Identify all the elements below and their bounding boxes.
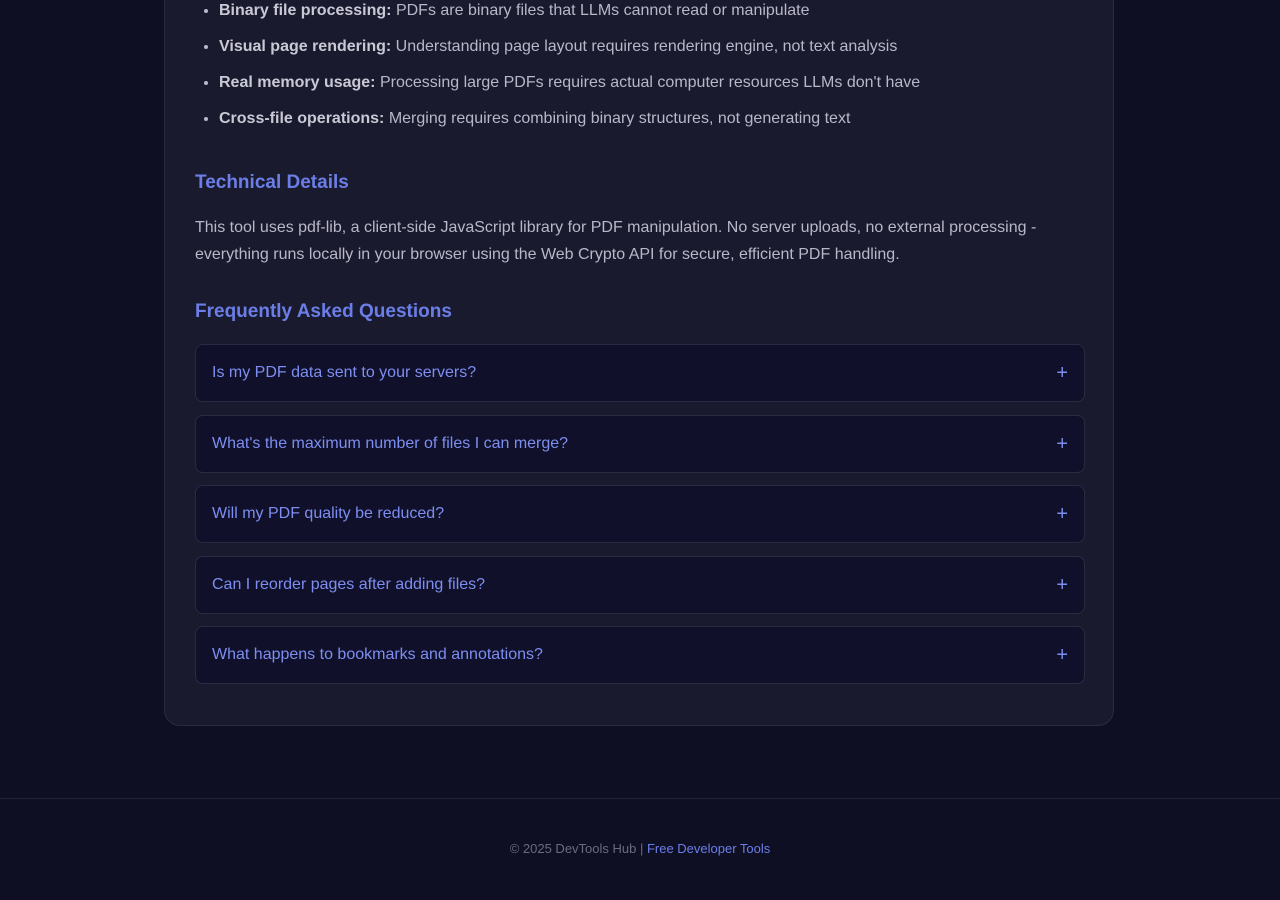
footer-divider [0, 798, 1280, 799]
faq-question: What's the maximum number of files I can merge? [212, 434, 569, 452]
list-item-text: Processing large PDFs requires actual computer resources LLMs don't have [379, 74, 921, 91]
list-item [219, 1, 1083, 21]
technical-details-text: This tool uses pdf-lib, a client-side JavaScript library for PDF manipulation. No server uploads, no external processing - everything runs locally in your browser using the Web Crypto API for secure, efficient PDF handling. [195, 219, 1037, 263]
footer-link[interactable]: Free Developer Tools [646, 841, 771, 856]
list-item [219, 37, 1083, 57]
faq-item-quality[interactable] [195, 485, 1085, 543]
list-item-text: Merging requires combining binary structures, not generating text [388, 110, 851, 127]
footer [0, 841, 1280, 856]
list-item-title: Visual page rendering: [219, 38, 392, 55]
faq-list [195, 344, 1085, 697]
plus-icon: + [1056, 644, 1068, 666]
faq-heading: Frequently Asked Questions [195, 301, 452, 322]
list-item-text: Understanding page layout requires rendering engine, not text analysis [395, 38, 898, 55]
copyright-text: © 2025 DevTools Hub | [509, 841, 647, 856]
list-item-text: PDFs are binary files that LLMs cannot read or manipulate [395, 2, 810, 19]
list-item-title: Binary file processing: [219, 2, 392, 19]
faq-item-reorder[interactable] [195, 556, 1085, 614]
plus-icon: + [1056, 362, 1068, 384]
list-item [219, 73, 1083, 93]
faq-item-bookmarks[interactable] [195, 626, 1085, 684]
list-item-title: Cross-file operations: [219, 110, 385, 127]
faq-question: Can I reorder pages after adding files? [212, 575, 486, 593]
content-card [164, 0, 1114, 726]
plus-icon: + [1056, 573, 1068, 596]
plus-icon: + [1056, 432, 1068, 455]
list-item [219, 109, 1083, 129]
technical-details-heading: Technical Details [195, 172, 349, 193]
faq-question: Is my PDF data sent to your servers? [212, 364, 477, 381]
limitations-list [195, 1, 1083, 129]
faq-item-data-sent[interactable] [195, 344, 1085, 402]
plus-icon: + [1056, 503, 1068, 525]
faq-question: Will my PDF quality be reduced? [212, 505, 445, 522]
faq-item-max-files[interactable] [195, 415, 1085, 473]
list-item-title: Real memory usage: [219, 74, 376, 91]
faq-question: What happens to bookmarks and annotations? [212, 646, 543, 663]
